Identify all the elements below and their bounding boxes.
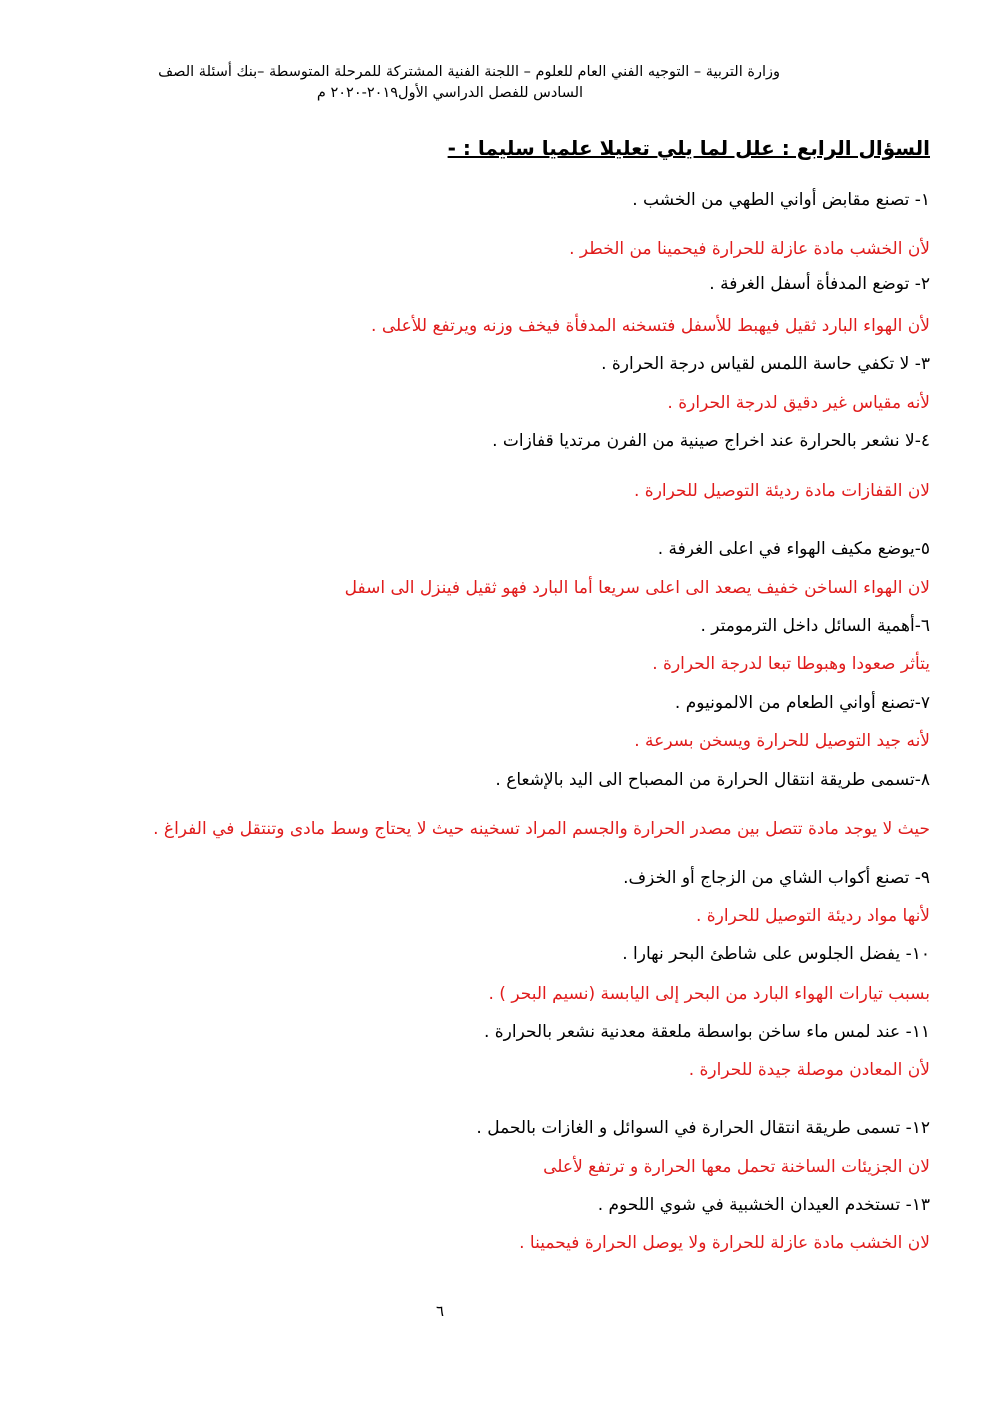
question-12: ١٢- تسمى طريقة انتقال الحرارة في السوائل و الغازات بالحمل . xyxy=(476,1118,930,1138)
answer-6: يتأثر صعودا وهبوطا تبعا لدرجة الحرارة . xyxy=(652,654,930,674)
answer-9: لأنها مواد رديئة التوصيل للحرارة . xyxy=(695,906,930,926)
page-number: ٦ xyxy=(435,1302,445,1320)
answer-13: لان الخشب مادة عازلة للحرارة ولا يوصل الحرارة فيحمينا . xyxy=(519,1233,930,1253)
answer-4: لان القفازات مادة رديئة التوصيل للحرارة . xyxy=(634,481,930,501)
question-13: ١٣- تستخدم العيدان الخشبية في شوي اللحوم . xyxy=(597,1195,930,1215)
question-10: ١٠- يفضل الجلوس على شاطئ البحر نهارا . xyxy=(622,944,930,964)
answer-10: بسبب تيارات الهواء البارد من البحر إلى اليابسة (نسيم البحر ) . xyxy=(488,984,930,1004)
answer-2: لأن الهواء البارد ثقيل فيهبط للأسفل فتسخنه المدفأة فيخف وزنه ويرتفع للأعلى . xyxy=(371,316,930,336)
answer-5: لان الهواء الساخن خفيف يصعد الى اعلى سريعا أما البارد فهو ثقيل فينزل الى اسفل xyxy=(344,578,930,598)
question-8: ٨-تسمى طريقة انتقال الحرارة من المصباح الى اليد بالإشعاع . xyxy=(495,770,930,790)
question-6: ٦-أهمية السائل داخل الترمومتر . xyxy=(700,616,930,636)
answer-1: لأن الخشب مادة عازلة للحرارة فيحمينا من الخطر . xyxy=(569,239,930,259)
question-9: ٩- تصنع أكواب الشاي من الزجاج أو الخزف. xyxy=(623,868,930,888)
answer-8: حيث لا يوجد مادة تتصل بين مصدر الحرارة والجسم المراد تسخينه حيث لا يحتاج وسط مادى وتنتقل في الفراغ . xyxy=(153,819,930,839)
question-5: ٥-يوضع مكيف الهواء في اعلى الغرفة . xyxy=(657,539,930,559)
answer-3: لأنه مقياس غير دقيق لدرجة الحرارة . xyxy=(667,393,930,413)
header-line-2: السادس للفصل الدراسي الأول٢٠١٩-٢٠٢٠ م xyxy=(316,85,584,101)
question-2: ٢- توضع المدفأة أسفل الغرفة . xyxy=(709,274,930,294)
answer-11: لأن المعادن موصلة جيدة للحرارة . xyxy=(688,1060,930,1080)
answer-12: لان الجزيئات الساخنة تحمل معها الحرارة و ترتفع لأعلى xyxy=(543,1157,930,1177)
question-7: ٧-تصنع أواني الطعام من الالمونيوم . xyxy=(674,693,930,713)
question-3: ٣- لا تكفي حاسة اللمس لقياس درجة الحرارة . xyxy=(601,354,930,374)
answer-7: لأنه جيد التوصيل للحرارة ويسخن بسرعة . xyxy=(634,731,930,751)
question-11: ١١- عند لمس ماء ساخن بواسطة ملعقة معدنية نشعر بالحرارة . xyxy=(483,1022,930,1042)
question-1: ١- تصنع مقابض أواني الطهي من الخشب . xyxy=(632,190,930,210)
question-4: ٤-لا نشعر بالحرارة عند اخراج صينية من الفرن مرتديا قفازات . xyxy=(492,431,930,451)
header-line-1: وزارة التربية – التوجيه الفني العام للعلوم – اللجنة الفنية المشتركة للمرحلة المتوسطة –بنك أسئلة الصف xyxy=(158,64,780,80)
question-title: السؤال الرابع : علل لما يلي تعليلا علميا سليما : - xyxy=(447,136,930,160)
